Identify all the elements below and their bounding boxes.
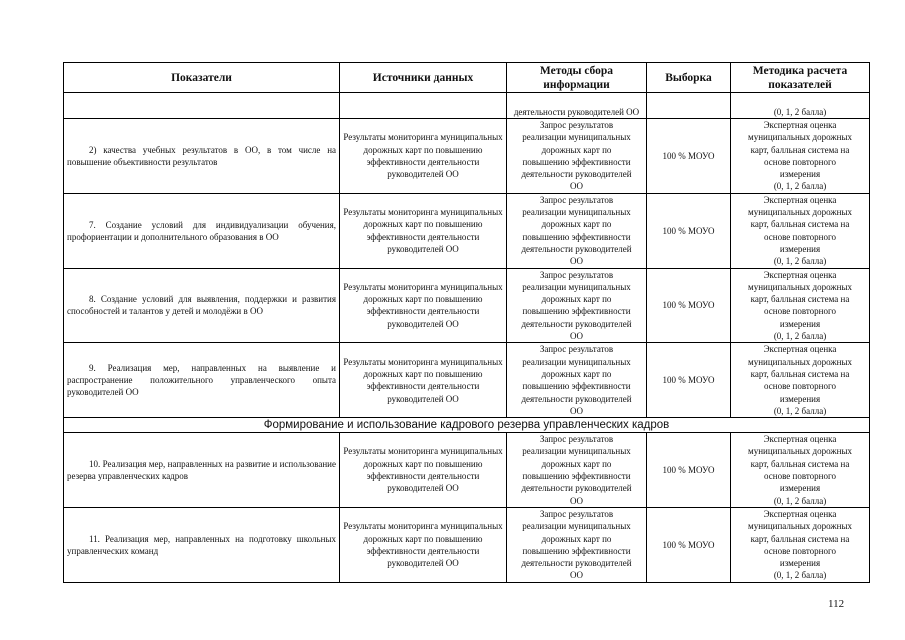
method-line: реализации муниципальных [522,281,631,292]
indicator-text: 7. Создание условий для индивидуализации обучения, профориентации и дополнительного образования в ОО [67,219,336,242]
method-line: повышению эффективности [522,471,631,482]
calc-line: измерения [779,169,821,180]
method-line: ОО [570,331,583,342]
calc-line: основе повторного [764,231,836,242]
calc-cell [731,119,870,194]
method-line: ОО [570,570,583,581]
source-cell: Результаты мониторинга муниципальных дорожных карт по повышению эффективности деятельности руководителей ОО [340,119,507,194]
method-line: реализации муниципальных [522,446,631,457]
section-row [64,418,870,433]
calc-line: измерения [779,558,821,569]
method-line: деятельности руководителей [521,558,632,569]
source-cell: Результаты мониторинга муниципальных дорожных карт по повышению эффективности деятельности руководителей ОО [340,433,507,508]
calc-line: основе повторного [764,381,836,392]
calc-line: муниципальных дорожных [748,356,852,367]
method-line: дорожных карт по [541,294,612,305]
calc-line: измерения [779,318,821,329]
calc-line: (0, 1, 2 балла) [773,495,827,506]
header-sample: Выборка [647,63,731,93]
continuation-empty-cell [64,93,340,119]
table-row [64,507,870,582]
method-line: повышению эффективности [522,156,631,167]
calc-line: (0, 1, 2 балла) [773,570,827,581]
table-row [64,343,870,418]
method-line: реализации муниципальных [522,356,631,367]
method-line: повышению эффективности [522,381,631,392]
sample-cell: 100 % МОУО [647,268,731,343]
indicator-text: 10. Реализация мер, направленных на развитие и использование резерва управленческих кадров [67,459,336,482]
method-line: реализации муниципальных [522,521,631,532]
method-line: деятельности руководителей [521,169,632,180]
calc-cell [731,433,870,508]
method-cell [507,343,647,418]
calc-line: основе повторного [764,471,836,482]
sample-cell: 100 % МОУО [647,433,731,508]
header-row [64,63,870,93]
calc-line: основе повторного [764,545,836,556]
indicator-cell [64,433,340,508]
indicator-cell [64,507,340,582]
calc-line: (0, 1, 2 балла) [773,405,827,416]
calc-line: муниципальных дорожных [748,446,852,457]
continuation-row [64,93,870,119]
table-row [64,268,870,343]
table-body-a [64,93,870,418]
indicator-cell [64,119,340,194]
indicator-text: 2) качества учебных результатов в ОО, в том числе на повышение объективности результатов [67,144,336,167]
section-body [64,418,870,433]
table-body-b [64,433,870,583]
calc-cell [731,193,870,268]
method-line: деятельности руководителей [521,318,632,329]
calc-line: основе повторного [764,156,836,167]
calc-line: (0, 1, 2 балла) [773,331,827,342]
method-line: дорожных карт по [541,533,612,544]
calc-line: карт, балльная система на [750,458,850,469]
method-line: Запрос результатов [539,120,614,130]
continuation-empty-cell [340,93,507,119]
calc-line: муниципальных дорожных [748,207,852,218]
method-line: ОО [570,181,583,192]
method-line: ОО [570,405,583,416]
indicator-text: 9. Реализация мер, направленных на выявление и распространение положительного управленческого опыта руководителей ОО [67,363,336,398]
source-cell: Результаты мониторинга муниципальных дорожных карт по повышению эффективности деятельности руководителей ОО [340,507,507,582]
section-title: Формирование и использование кадрового резерва управленческих кадров [64,418,870,433]
table-row [64,433,870,508]
continuation-empty-cell [647,93,731,119]
header-indicators: Показатели [64,63,340,93]
indicator-cell [64,193,340,268]
method-line: ОО [570,495,583,506]
header-methods: Методы сбора информации [507,63,647,93]
method-line: деятельности руководителей [521,243,632,254]
table-row [64,193,870,268]
calc-line: карт, балльная система на [750,294,850,305]
calc-line: измерения [779,243,821,254]
calc-line: карт, балльная система на [750,533,850,544]
indicator-cell [64,343,340,418]
method-line: деятельности руководителей [521,393,632,404]
indicators-table [63,62,870,583]
method-line: ОО [570,256,583,267]
calc-line: муниципальных дорожных [748,132,852,143]
method-cell [507,119,647,194]
indicator-text: 11. Реализация мер, направленных на подготовку школьных управленческих команд [67,533,336,556]
calc-line: (0, 1, 2 балла) [773,181,827,192]
calc-line: Экспертная оценка [763,344,837,355]
method-cell [507,433,647,508]
calc-cell [731,268,870,343]
method-line: реализации муниципальных [522,132,631,143]
calc-line: измерения [779,483,821,494]
calc-cell [731,343,870,418]
method-line: дорожных карт по [541,144,612,155]
indicator-cell [64,268,340,343]
calc-line: Экспертная оценка [763,508,837,519]
source-cell: Результаты мониторинга муниципальных дорожных карт по повышению эффективности деятельности руководителей ОО [340,193,507,268]
method-line: Запрос результатов [539,194,614,205]
method-line: дорожных карт по [541,219,612,230]
method-line: повышению эффективности [522,545,631,556]
method-cell [507,268,647,343]
calc-line: (0, 1, 2 балла) [773,256,827,267]
method-line: Запрос результатов [539,269,614,280]
calc-line: измерения [779,393,821,404]
source-cell: Результаты мониторинга муниципальных дорожных карт по повышению эффективности деятельности руководителей ОО [340,268,507,343]
calc-line: основе повторного [764,306,836,317]
header-sources: Источники данных [340,63,507,93]
method-cell [507,193,647,268]
method-line: дорожных карт по [541,458,612,469]
calc-line: муниципальных дорожных [748,521,852,532]
table-row [64,119,870,194]
sample-cell: 100 % МОУО [647,343,731,418]
page-number: 112 [828,598,845,610]
calc-line: Экспертная оценка [763,194,837,205]
calc-cell [731,507,870,582]
calc-line: карт, балльная система на [750,219,850,230]
method-line: повышению эффективности [522,231,631,242]
sample-cell: 100 % МОУО [647,193,731,268]
source-cell: Результаты мониторинга муниципальных дорожных карт по повышению эффективности деятельности руководителей ОО [340,343,507,418]
method-line: реализации муниципальных [522,207,631,218]
continuation-calc: (0, 1, 2 балла) [731,93,870,119]
calc-line: карт, балльная система на [750,144,850,155]
header-calc: Методика расчета показателей [731,63,870,93]
method-line: дорожных карт по [541,368,612,379]
sample-cell: 100 % МОУО [647,119,731,194]
method-line: Запрос результатов [539,344,614,355]
continuation-method: деятельности руководителей ОО [507,93,647,119]
calc-line: Экспертная оценка [763,434,837,445]
indicator-text: 8. Создание условий для выявления, поддержки и развития способностей и талантов у детей и молодёжи в ОО [67,294,336,317]
calc-line: Экспертная оценка [763,120,837,130]
method-line: повышению эффективности [522,306,631,317]
method-line: Запрос результатов [539,508,614,519]
method-line: Запрос результатов [539,434,614,445]
calc-line: муниципальных дорожных [748,281,852,292]
sample-cell: 100 % МОУО [647,507,731,582]
method-line: деятельности руководителей [521,483,632,494]
method-cell [507,507,647,582]
calc-line: карт, балльная система на [750,368,850,379]
calc-line: Экспертная оценка [763,269,837,280]
